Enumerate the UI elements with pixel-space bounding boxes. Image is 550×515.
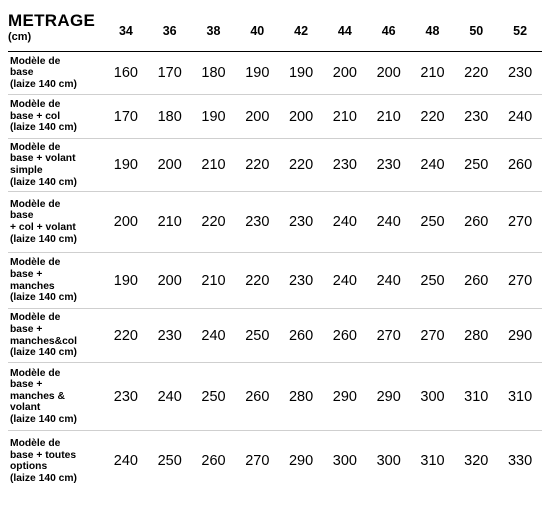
- table-row: [8, 363, 542, 431]
- fabric-length-cell: 200: [235, 95, 279, 139]
- row-fabric-width-note: (laize 140 cm): [10, 78, 77, 90]
- fabric-length-cell: 220: [454, 52, 498, 95]
- size-header: 40: [235, 10, 279, 52]
- row-label-cell: [8, 253, 104, 309]
- fabric-length-cell: 210: [323, 95, 367, 139]
- fabric-length-cell: 240: [113, 453, 138, 470]
- table-unit: (cm): [8, 31, 32, 43]
- fabric-length-cell: 200: [323, 52, 367, 95]
- row-label-cell: [8, 139, 104, 192]
- fabric-length-cell: 270: [411, 309, 455, 363]
- header-row: [8, 10, 542, 52]
- fabric-length-cell: 270: [367, 309, 411, 363]
- row-model-name: Modèle de base + toutes options: [10, 438, 77, 473]
- fabric-length-cell: 260: [498, 139, 542, 192]
- fabric-length-cell: 190: [235, 52, 279, 95]
- fabric-length-cell: 270: [498, 253, 542, 309]
- size-header: 44: [323, 10, 367, 52]
- row-model-name: Modèle de base + manches & volant: [10, 367, 65, 414]
- fabric-length-cell: 200: [367, 52, 411, 95]
- fabric-length-cell: 290: [323, 363, 367, 431]
- fabric-length-cell: 230: [498, 52, 542, 95]
- fabric-length-cell: 300: [376, 453, 401, 470]
- fabric-length-cell: 240: [367, 253, 411, 309]
- size-header: 48: [411, 10, 455, 52]
- fabric-length-cell: 230: [323, 139, 367, 192]
- fabric-length-cell: 290: [288, 453, 314, 470]
- row-fabric-width-note: (laize 140 cm): [10, 122, 77, 134]
- fabric-length-cell: 270: [498, 192, 542, 253]
- fabric-length-cell: 220: [279, 139, 323, 192]
- fabric-length-cell: 230: [454, 95, 498, 139]
- fabric-length-cell: 260: [235, 363, 279, 431]
- fabric-length-cell: 190: [192, 95, 236, 139]
- row-fabric-width-note: (laize 140 cm): [10, 292, 77, 304]
- fabric-length-cell: 250: [157, 453, 182, 470]
- table-row: [8, 52, 542, 95]
- fabric-length-cell: 170: [104, 95, 148, 139]
- fabric-length-cell: 200: [279, 95, 323, 139]
- fabric-length-cell: 280: [454, 309, 498, 363]
- table-row: [8, 139, 542, 192]
- row-fabric-width-note: (laize 140 cm): [10, 233, 77, 245]
- fabric-length-cell: 290: [367, 363, 411, 431]
- fabric-length-cell: 220: [411, 95, 455, 139]
- table-row: [8, 309, 542, 363]
- metrage-table: [8, 10, 542, 492]
- fabric-length-cell: 330: [507, 453, 533, 470]
- fabric-length-cell: 260: [454, 253, 498, 309]
- fabric-length-cell: 240: [498, 95, 542, 139]
- fabric-length-cell: 190: [104, 139, 148, 192]
- row-model-name: Modèle de base + manches: [10, 257, 61, 292]
- fabric-length-cell: 320: [464, 453, 489, 470]
- fabric-length-cell: 210: [192, 139, 236, 192]
- fabric-length-cell: 210: [192, 253, 236, 309]
- row-fabric-width-note: (laize 140 cm): [10, 413, 77, 425]
- size-header: 52: [498, 10, 542, 52]
- fabric-length-cell: 170: [148, 52, 192, 95]
- fabric-length-cell: 260: [279, 309, 323, 363]
- fabric-length-cell: 250: [192, 363, 236, 431]
- row-model-name: Modèle de base + volant simple: [10, 141, 76, 176]
- row-label-cell: [8, 52, 104, 95]
- fabric-length-cell: 240: [323, 192, 367, 253]
- row-label-cell: [8, 309, 104, 363]
- fabric-length-cell: 280: [279, 363, 323, 431]
- fabric-length-cell: 200: [148, 139, 192, 192]
- table-row: [8, 95, 542, 139]
- size-header: 42: [279, 10, 323, 52]
- fabric-length-cell: 230: [279, 192, 323, 253]
- fabric-length-cell: 250: [454, 139, 498, 192]
- fabric-length-cell: 220: [192, 192, 236, 253]
- fabric-length-cell: 160: [104, 52, 148, 95]
- fabric-length-cell: 300: [332, 453, 357, 470]
- fabric-length-cell: 190: [279, 52, 323, 95]
- fabric-length-cell: 180: [192, 52, 236, 95]
- fabric-length-cell: 240: [192, 309, 236, 363]
- size-header: 36: [148, 10, 192, 52]
- fabric-length-cell: 250: [411, 192, 455, 253]
- fabric-length-cell: 300: [411, 363, 455, 431]
- fabric-length-cell: 230: [148, 309, 192, 363]
- fabric-length-cell: 230: [279, 253, 323, 309]
- size-header: 46: [367, 10, 411, 52]
- fabric-length-cell: 220: [235, 253, 279, 309]
- fabric-length-cell: 230: [235, 192, 279, 253]
- fabric-length-cell: 190: [104, 253, 148, 309]
- fabric-length-cell: 240: [148, 363, 192, 431]
- row-fabric-width-note: (laize 140 cm): [10, 347, 77, 359]
- fabric-length-cell: 200: [148, 253, 192, 309]
- fabric-length-cell: 250: [235, 309, 279, 363]
- fabric-length-cell: 310: [454, 363, 498, 431]
- row-model-name: Modèle de base: [10, 55, 61, 79]
- size-header: 34: [104, 10, 148, 52]
- row-model-name: Modèle de base + col: [10, 99, 61, 122]
- fabric-length-cell: 180: [148, 95, 192, 139]
- fabric-length-cell: 210: [148, 192, 192, 253]
- table-header: [8, 10, 542, 52]
- fabric-length-cell: 270: [245, 453, 270, 470]
- fabric-length-cell: 260: [323, 309, 367, 363]
- size-header: 50: [454, 10, 498, 52]
- row-model-name: Modèle de base + manches&col: [10, 312, 77, 347]
- fabric-length-cell: 230: [104, 363, 148, 431]
- table-row: [8, 253, 542, 309]
- size-header: 38: [192, 10, 236, 52]
- table-title-cell: [8, 10, 104, 52]
- fabric-length-cell: 260: [454, 192, 498, 253]
- row-fabric-width-note: (laize 140 cm): [10, 472, 77, 484]
- fabric-length-cell: 210: [367, 95, 411, 139]
- fabric-length-cell: 260: [201, 453, 226, 470]
- fabric-length-cell: 220: [104, 309, 148, 363]
- row-model-name: Modèle de base + col + volant: [10, 198, 76, 233]
- fabric-length-cell: 200: [104, 192, 148, 253]
- row-label-cell: [8, 363, 104, 431]
- row-label-cell: [8, 95, 104, 139]
- table-body: [8, 52, 542, 492]
- fabric-length-cell: 230: [367, 139, 411, 192]
- table-row: [8, 192, 542, 253]
- fabric-length-cell: 250: [411, 253, 455, 309]
- fabric-length-cell: 240: [411, 139, 455, 192]
- row-label-cell: [8, 192, 104, 253]
- fabric-length-cell: 220: [235, 139, 279, 192]
- fabric-length-cell: 240: [323, 253, 367, 309]
- fabric-length-cell: 310: [420, 453, 445, 470]
- fabric-length-cell: 310: [498, 363, 542, 431]
- fabric-length-cell: 210: [411, 52, 455, 95]
- table-row: [8, 431, 542, 492]
- fabric-length-cell: 290: [498, 309, 542, 363]
- fabric-length-cell: 240: [367, 192, 411, 253]
- table-title: METRAGE: [8, 11, 96, 30]
- row-fabric-width-note: (laize 140 cm): [10, 176, 77, 188]
- row-label-cell: [8, 431, 104, 492]
